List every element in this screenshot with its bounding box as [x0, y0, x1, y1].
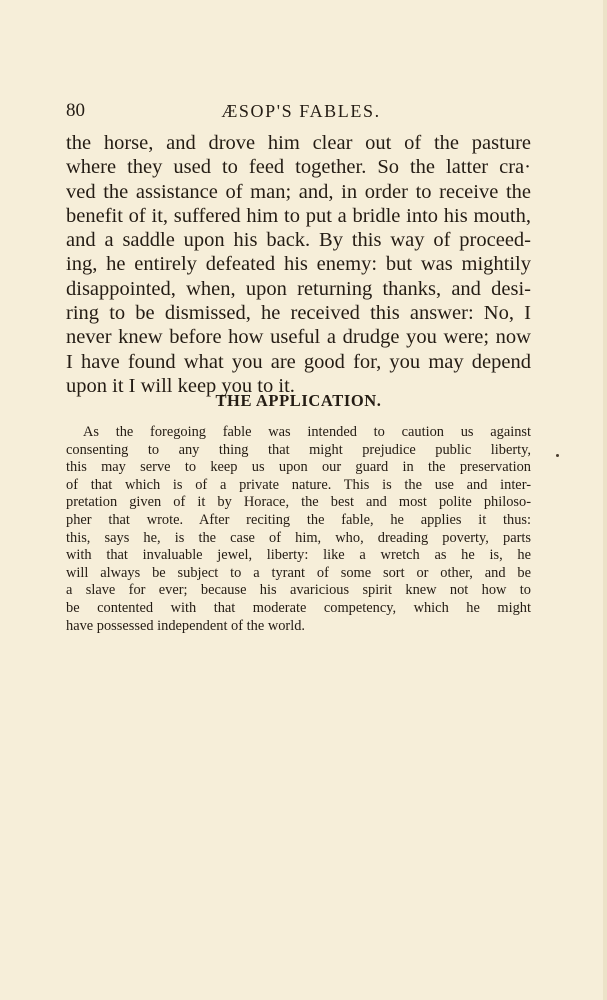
application-line: this may serve to keep us upon our guard in the preservation: [66, 459, 531, 476]
application-line: have possessed independent of the world.: [66, 617, 305, 634]
body-line: never knew before how useful a drudge you were; now: [66, 326, 531, 349]
application-line: pher that wrote. After reciting the fable, he applies it thus:: [66, 511, 531, 528]
body-line: and a saddle upon his back. By this way of proceed-: [66, 229, 531, 252]
body-line: I have found what you are good for, you may depend: [66, 350, 531, 373]
application-line: will always be subject to a tyrant of some sort or other, and be: [66, 564, 531, 581]
application-line: consenting to any thing that might prejudice public liberty,: [66, 441, 531, 458]
body-line: where they used to feed together. So the latter cra·: [66, 156, 531, 179]
body-line: ring to be dismissed, he received this answer: No, I: [66, 302, 531, 325]
application-line: of that which is of a private nature. This is the use and inter-: [66, 476, 531, 493]
application-line: be contented with that moderate competency, which he might: [66, 599, 531, 616]
application-heading: THE APPLICATION.: [215, 391, 382, 410]
body-line: benefit of it, suffered him to put a bridle into his mouth,: [66, 204, 531, 227]
body-line: disappointed, when, upon returning thanks, and desi-: [66, 277, 531, 300]
running-title: ÆSOP'S FABLES.: [221, 101, 381, 121]
body-line: the horse, and drove him clear out of the pasture: [66, 132, 531, 154]
page-edge: [603, 0, 607, 1000]
body-line: ved the assistance of man; and, in order to receive the: [66, 180, 531, 203]
ink-speck: [556, 454, 559, 457]
application-line: pretation given of it by Horace, the best and most polite philoso-: [66, 494, 531, 511]
fable-body: [66, 131, 531, 398]
application-line: with that invaluable jewel, liberty: like a wretch as he is, he: [66, 547, 531, 564]
application-line: a slave for ever; because his avaricious spirit knew not how to: [66, 582, 531, 599]
body-line: upon it I will keep you to it.: [66, 374, 295, 397]
page-header: [66, 99, 536, 123]
body-line: ing, he entirely defeated his enemy: but was mightily: [66, 253, 531, 276]
application-line: As the foregoing fable was intended to caution us against: [83, 424, 531, 440]
application-line: this, says he, is the case of him, who, dreading poverty, parts: [66, 529, 531, 546]
application-body: [66, 424, 531, 635]
page-number: 80: [66, 100, 85, 121]
